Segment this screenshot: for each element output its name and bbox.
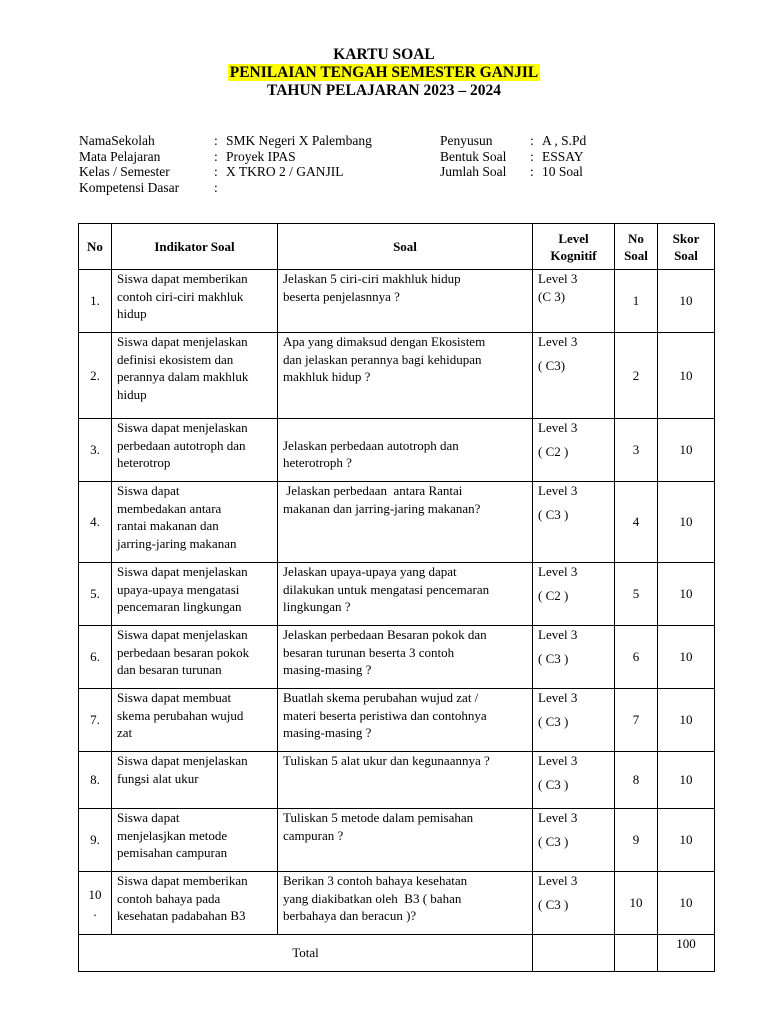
col-header-skor [658, 224, 715, 270]
cell-no-soal: 1 [615, 270, 658, 333]
cell-soal [278, 689, 533, 752]
kognitif-text: ( C3 ) [538, 713, 569, 729]
cell-indikator [112, 872, 278, 935]
soal-line: lingkungan ? [283, 599, 351, 614]
cell-no: 9. [79, 809, 112, 872]
table-row [79, 419, 715, 482]
cell-no: 10 . [79, 872, 112, 935]
level-text: Level 3 [538, 271, 578, 286]
total-value: 100 [658, 935, 715, 972]
table-row [79, 809, 715, 872]
col-header-indikator: Indikator Soal [112, 224, 278, 270]
indikator-line: contoh bahaya pada [117, 890, 221, 906]
cell-no-soal: 8 [615, 752, 658, 809]
indikator-line: definisi ekosistem dan [117, 351, 234, 367]
cell-level [533, 563, 615, 626]
indikator-line: Siswa dapat menjelaskan [117, 334, 248, 349]
cell-level [533, 689, 615, 752]
indikator-line: Siswa dapat [117, 810, 180, 825]
table-row [79, 482, 715, 563]
kognitif-text: ( C2 ) [538, 443, 569, 459]
soal-line: Tuliskan 5 metode dalam pemisahan [283, 810, 474, 825]
cell-no: 5. [79, 563, 112, 626]
cell-skor: 10 [658, 752, 715, 809]
soal-line: Jelaskan perbedaan Besaran pokok dan [283, 627, 487, 642]
soal-line: Jelaskan upaya-upaya yang dapat [283, 564, 457, 579]
info-colon: : [214, 133, 218, 148]
level-text: Level 3 [538, 690, 578, 705]
document-header [0, 46, 768, 100]
total-row [79, 935, 715, 972]
info-label: Kompetensi Dasar [79, 179, 180, 195]
cell-no-soal: 4 [615, 482, 658, 563]
cell-skor: 10 [658, 809, 715, 872]
cell-level [533, 482, 615, 563]
info-colon: : [530, 164, 534, 179]
cell-skor: 10 [658, 626, 715, 689]
cell-indikator [112, 689, 278, 752]
info-value: ESSAY [542, 148, 584, 164]
info-colon: : [214, 179, 218, 195]
col-header-no-soal [615, 224, 658, 270]
indikator-line: Siswa dapat menjelaskan [117, 564, 248, 579]
table-row [79, 626, 715, 689]
indikator-line: membedakan antara [117, 500, 222, 516]
indikator-line: upaya-upaya mengatasi [117, 581, 240, 597]
cell-no: 3. [79, 419, 112, 482]
cell-no-soal: 5 [615, 563, 658, 626]
total-empty-cell [533, 935, 615, 972]
kognitif-text: ( C2 ) [538, 587, 569, 603]
indikator-line: Siswa dapat membuat [117, 690, 232, 705]
indikator-line: Siswa dapat menjelaskan [117, 627, 248, 642]
col-header-skor-line2: Soal [674, 247, 698, 263]
level-text: Level 3 [538, 564, 578, 579]
table-row [79, 563, 715, 626]
indikator-line: skema perubahan wujud [117, 707, 244, 723]
soal-line: Buatlah skema perubahan wujud zat / [283, 690, 479, 705]
cell-soal [278, 419, 533, 482]
soal-line: yang diakibatkan oleh B3 ( bahan [283, 890, 462, 906]
info-label: Bentuk Soal [440, 148, 507, 164]
indikator-line: heterotrop [117, 455, 171, 470]
cell-no-soal: 10 [615, 872, 658, 935]
soal-line: berbahaya dan beracun )? [283, 908, 417, 923]
indikator-line: perbedaan autotroph dan [117, 437, 246, 453]
col-header-no: No [79, 224, 112, 270]
cell-no-soal: 3 [615, 419, 658, 482]
info-colon: : [530, 148, 534, 164]
cell-skor: 10 [658, 563, 715, 626]
soal-line: beserta penjelasnnya ? [283, 288, 400, 304]
total-empty-cell [615, 935, 658, 972]
kognitif-text: ( C3 ) [538, 896, 569, 912]
indikator-line: rantai makanan dan [117, 518, 219, 533]
indikator-line: Siswa dapat menjelaskan [117, 753, 248, 768]
kognitif-text: (C 3) [538, 288, 566, 304]
indikator-line: perbedaan besaran pokok [117, 644, 250, 660]
cell-level [533, 270, 615, 333]
info-value: X TKRO 2 / GANJIL [226, 164, 344, 179]
cell-skor: 10 [658, 419, 715, 482]
col-header-no-soal-line2: Soal [624, 247, 648, 263]
academic-year: TAHUN PELAJARAN 2023 – 2024 [267, 82, 501, 99]
table-row [79, 872, 715, 935]
cell-indikator [112, 752, 278, 809]
cell-no-soal: 6 [615, 626, 658, 689]
cell-level [533, 872, 615, 935]
info-value: A , S.Pd [542, 133, 587, 148]
soal-line: masing-masing ? [283, 662, 372, 677]
table-row [79, 333, 715, 419]
cell-level [533, 626, 615, 689]
indikator-line: Siswa dapat memberikan [117, 271, 248, 286]
indikator-line: jarring-jaring makanan [117, 535, 237, 551]
indikator-line: pemisahan campuran [117, 845, 228, 860]
cell-no: 7. [79, 689, 112, 752]
cell-soal [278, 563, 533, 626]
cell-indikator [112, 809, 278, 872]
cell-soal [278, 809, 533, 872]
cell-skor: 10 [658, 333, 715, 419]
soal-line: dan jelaskan perannya bagi kehidupan [283, 351, 482, 367]
soal-line: materi beserta peristiwa dan contohnya [283, 707, 487, 723]
info-colon: : [214, 148, 218, 164]
exam-title-highlighted: PENILAIAN TENGAH SEMESTER GANJIL [229, 64, 539, 81]
cell-no: 4. [79, 482, 112, 563]
info-value: Proyek IPAS [226, 148, 296, 164]
indikator-line: dan besaran turunan [117, 662, 222, 677]
cell-indikator [112, 563, 278, 626]
kognitif-text: ( C3 ) [538, 650, 569, 666]
soal-line: masing-masing ? [283, 725, 372, 740]
soal-line [283, 419, 527, 437]
kognitif-text: ( C3 ) [538, 506, 569, 522]
cell-level [533, 419, 615, 482]
indikator-line: kesehatan padabahan B3 [117, 908, 246, 923]
info-label: Jumlah Soal [440, 164, 507, 179]
soal-line: dilakukan untuk mengatasi pencemaran [283, 581, 490, 597]
cell-skor: 10 [658, 689, 715, 752]
col-header-soal: Soal [278, 224, 533, 270]
kognitif-text: ( C3 ) [538, 776, 569, 792]
level-text: Level 3 [538, 334, 578, 349]
cell-indikator [112, 626, 278, 689]
cell-indikator [112, 482, 278, 563]
indikator-line: Siswa dapat memberikan [117, 873, 248, 888]
cell-soal [278, 626, 533, 689]
col-header-level-line1: Level [558, 230, 589, 246]
info-label: NamaSekolah [79, 133, 155, 148]
cell-no-soal: 9 [615, 809, 658, 872]
level-text: Level 3 [538, 420, 578, 435]
total-label: Total [79, 935, 533, 972]
col-header-no-soal-line1: No [628, 230, 644, 246]
cell-soal [278, 752, 533, 809]
indikator-line: pencemaran lingkungan [117, 599, 242, 614]
indikator-line: zat [117, 725, 133, 740]
cell-no-soal: 2 [615, 333, 658, 419]
info-colon: : [530, 133, 534, 148]
indikator-line: contoh ciri-ciri makhluk [117, 288, 244, 304]
table-row [79, 270, 715, 333]
soal-line: heterotroph ? [283, 455, 352, 470]
indikator-line: menjelasjkan metode [117, 827, 228, 843]
soal-line: Apa yang dimaksud dengan Ekosistem [283, 334, 486, 349]
level-text: Level 3 [538, 873, 578, 888]
doc-title: KARTU SOAL [333, 46, 435, 63]
table-row [79, 752, 715, 809]
cell-soal [278, 872, 533, 935]
indikator-line: hidup [117, 306, 147, 321]
soal-line: besaran turunan beserta 3 contoh [283, 644, 455, 660]
cell-skor: 10 [658, 872, 715, 935]
info-colon: : [214, 164, 218, 179]
soal-line: Tuliskan 5 alat ukur dan kegunaannya ? [283, 753, 490, 768]
soal-line: makanan dan jarring-jaring makanan? [283, 500, 481, 516]
info-label: Penyusun [440, 133, 493, 148]
level-text: Level 3 [538, 810, 578, 825]
col-header-level-line2: Kognitif [550, 247, 597, 263]
soal-line: Berikan 3 contoh bahaya kesehatan [283, 873, 468, 888]
cell-no: 8. [79, 752, 112, 809]
cell-no: 2. [79, 333, 112, 419]
table-row [79, 689, 715, 752]
indikator-line: perannya dalam makhluk [117, 369, 249, 384]
cell-skor: 10 [658, 482, 715, 563]
cell-indikator [112, 270, 278, 333]
cell-level [533, 809, 615, 872]
col-header-level [533, 224, 615, 270]
kognitif-text: ( C3) [538, 357, 566, 373]
cell-skor: 10 [658, 270, 715, 333]
info-label: Kelas / Semester [79, 164, 170, 179]
col-header-skor-line1: Skor [672, 230, 700, 246]
soal-line: makhluk hidup ? [283, 369, 371, 384]
cell-level [533, 752, 615, 809]
indikator-line: Siswa dapat menjelaskan [117, 420, 248, 435]
kognitif-text: ( C3 ) [538, 833, 569, 849]
cell-indikator [112, 333, 278, 419]
cell-soal [278, 482, 533, 563]
cell-indikator [112, 419, 278, 482]
level-text: Level 3 [538, 483, 578, 498]
soal-line: Jelaskan perbedaan autotroph dan [283, 437, 459, 453]
level-text: Level 3 [538, 627, 578, 642]
cell-soal [278, 270, 533, 333]
table-header-row [79, 224, 715, 270]
indikator-line: fungsi alat ukur [117, 770, 199, 786]
info-value: SMK Negeri X Palembang [226, 133, 372, 148]
question-table [78, 223, 715, 972]
soal-line: Jelaskan 5 ciri-ciri makhluk hidup [283, 271, 461, 286]
soal-line: campuran ? [283, 827, 344, 843]
indikator-line: Siswa dapat [117, 483, 180, 498]
indikator-line: hidup [117, 386, 147, 402]
info-value: 10 Soal [542, 164, 583, 179]
info-label: Mata Pelajaran [79, 148, 161, 164]
cell-no: 6. [79, 626, 112, 689]
cell-no-soal: 7 [615, 689, 658, 752]
cell-level [533, 333, 615, 419]
cell-soal [278, 333, 533, 419]
cell-no: 1. [79, 270, 112, 333]
level-text: Level 3 [538, 753, 578, 768]
soal-line: Jelaskan perbedaan antara Rantai [283, 483, 463, 498]
